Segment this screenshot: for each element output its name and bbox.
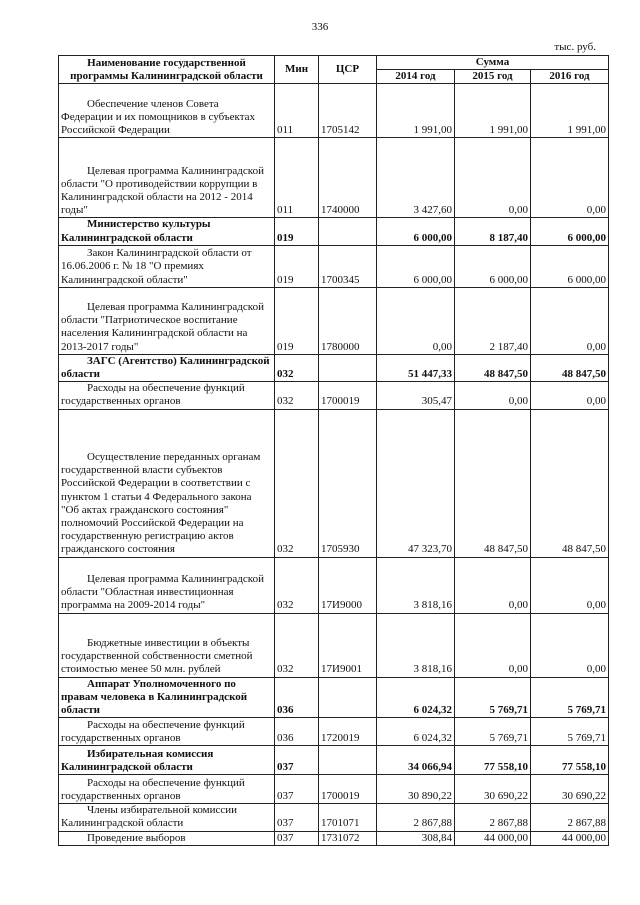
row-2015: 2 187,40 bbox=[455, 287, 531, 354]
row-csr: 17И9000 bbox=[319, 557, 377, 613]
row-name-text: Избирательная комиссия Калининградской области bbox=[61, 747, 214, 774]
table-row bbox=[59, 218, 609, 245]
row-name bbox=[59, 804, 275, 831]
row-2016: 2 867,88 bbox=[531, 804, 609, 831]
table-row bbox=[59, 382, 609, 409]
row-2015: 1 991,00 bbox=[455, 84, 531, 138]
header-name: Наименование государственной программы Калининградской области bbox=[59, 56, 275, 84]
row-csr bbox=[319, 677, 377, 718]
row-2015: 48 847,50 bbox=[455, 354, 531, 381]
row-2014: 1 991,00 bbox=[377, 84, 455, 138]
row-csr: 1700019 bbox=[319, 775, 377, 804]
row-2014: 3 818,16 bbox=[377, 557, 455, 613]
row-min: 032 bbox=[275, 613, 319, 677]
row-min: 032 bbox=[275, 382, 319, 409]
row-2016: 44 000,00 bbox=[531, 831, 609, 845]
table-row bbox=[59, 804, 609, 831]
row-csr bbox=[319, 218, 377, 245]
table-row bbox=[59, 138, 609, 218]
row-2014: 47 323,70 bbox=[377, 409, 455, 557]
row-2014: 3 427,60 bbox=[377, 138, 455, 218]
row-csr: 1705930 bbox=[319, 409, 377, 557]
row-2014: 30 890,22 bbox=[377, 775, 455, 804]
table-row bbox=[59, 831, 609, 845]
row-2015: 44 000,00 bbox=[455, 831, 531, 845]
row-name-text: Расходы на обеспечение функций государственных органов bbox=[61, 718, 245, 745]
row-name-text: Целевая программа Калининградской области "Патриотическое воспитание населения Калининградской области на 2013-2017 годы" bbox=[61, 301, 264, 353]
row-2014: 6 000,00 bbox=[377, 245, 455, 287]
row-2014: 2 867,88 bbox=[377, 804, 455, 831]
row-min: 032 bbox=[275, 354, 319, 381]
row-2014: 6 024,32 bbox=[377, 718, 455, 746]
row-2015: 0,00 bbox=[455, 138, 531, 218]
row-name-text: Бюджетные инвестиции в объекты государственной собственности сметной стоимостью менее 50 млн. рублей bbox=[61, 637, 253, 676]
row-csr: 1731072 bbox=[319, 831, 377, 845]
table-row bbox=[59, 245, 609, 287]
table-row bbox=[59, 287, 609, 354]
table-row bbox=[59, 746, 609, 775]
row-2014: 305,47 bbox=[377, 382, 455, 409]
row-min: 037 bbox=[275, 746, 319, 775]
row-name-text: Расходы на обеспечение функций государственных органов bbox=[61, 776, 245, 803]
row-csr: 17И9001 bbox=[319, 613, 377, 677]
header-csr: ЦСР bbox=[319, 56, 377, 84]
row-2015: 48 847,50 bbox=[455, 409, 531, 557]
row-csr: 1700019 bbox=[319, 382, 377, 409]
row-name-text: Члены избирательной комиссии Калининградской области bbox=[61, 804, 238, 830]
row-min: 037 bbox=[275, 775, 319, 804]
row-min: 032 bbox=[275, 557, 319, 613]
table-row bbox=[59, 775, 609, 804]
row-2015: 77 558,10 bbox=[455, 746, 531, 775]
row-2016: 5 769,71 bbox=[531, 677, 609, 718]
row-name bbox=[59, 746, 275, 775]
row-name-text: Закон Калининградской области от 16.06.2006 г. № 18 "О премиях Калининградской области" bbox=[61, 247, 252, 286]
row-name-text: Расходы на обеспечение функций государственных органов bbox=[61, 382, 245, 408]
table-row bbox=[59, 409, 609, 557]
header-2014: 2014 год bbox=[377, 70, 455, 84]
units-label: тыс. руб. bbox=[554, 41, 596, 53]
row-name bbox=[59, 382, 275, 409]
table-row bbox=[59, 677, 609, 718]
table-body bbox=[59, 84, 609, 845]
row-csr: 1740000 bbox=[319, 138, 377, 218]
row-min: 019 bbox=[275, 218, 319, 245]
row-name bbox=[59, 677, 275, 718]
row-2014: 6 000,00 bbox=[377, 218, 455, 245]
header-sum: Сумма bbox=[377, 56, 609, 70]
row-name bbox=[59, 84, 275, 138]
row-name bbox=[59, 287, 275, 354]
row-2015: 0,00 bbox=[455, 557, 531, 613]
table-row bbox=[59, 613, 609, 677]
row-2015: 8 187,40 bbox=[455, 218, 531, 245]
row-2015: 5 769,71 bbox=[455, 677, 531, 718]
row-2015: 6 000,00 bbox=[455, 245, 531, 287]
row-2014: 6 024,32 bbox=[377, 677, 455, 718]
row-2016: 48 847,50 bbox=[531, 354, 609, 381]
row-2014: 3 818,16 bbox=[377, 613, 455, 677]
row-2016: 6 000,00 bbox=[531, 245, 609, 287]
row-2015: 0,00 bbox=[455, 613, 531, 677]
row-min: 032 bbox=[275, 409, 319, 557]
row-csr: 1720019 bbox=[319, 718, 377, 746]
row-name-text: Обеспечение членов Совета Федерации и их помощников в субъектах Российской Федерации bbox=[61, 97, 256, 137]
row-2014: 308,84 bbox=[377, 831, 455, 845]
header-2015: 2015 год bbox=[455, 70, 531, 84]
row-min: 037 bbox=[275, 804, 319, 831]
row-name bbox=[59, 218, 275, 245]
row-name bbox=[59, 613, 275, 677]
row-name bbox=[59, 409, 275, 557]
row-2016: 6 000,00 bbox=[531, 218, 609, 245]
row-name bbox=[59, 775, 275, 804]
row-csr: 1701071 bbox=[319, 804, 377, 831]
table-row bbox=[59, 557, 609, 613]
table-row bbox=[59, 84, 609, 138]
page-number: 336 bbox=[311, 21, 329, 33]
row-2016: 0,00 bbox=[531, 557, 609, 613]
row-2016: 1 991,00 bbox=[531, 84, 609, 138]
row-2015: 2 867,88 bbox=[455, 804, 531, 831]
row-min: 019 bbox=[275, 245, 319, 287]
header-min: Мин bbox=[275, 56, 319, 84]
row-2016: 5 769,71 bbox=[531, 718, 609, 746]
row-min: 036 bbox=[275, 718, 319, 746]
row-name-text: Аппарат Уполномоченного по правам человека в Калининградской области bbox=[61, 677, 248, 717]
row-2015: 0,00 bbox=[455, 382, 531, 409]
row-2016: 0,00 bbox=[531, 613, 609, 677]
row-min: 011 bbox=[275, 84, 319, 138]
row-2014: 0,00 bbox=[377, 287, 455, 354]
row-name-text: Целевая программа Калининградской области "Областная инвестиционная программа на 2009-2014 годы" bbox=[61, 573, 264, 612]
table-row bbox=[59, 718, 609, 746]
row-2016: 0,00 bbox=[531, 382, 609, 409]
row-name-text: Осуществление переданных органам государственной власти субъектов Российской Федерации в соответствии с пунктом 1 статьи 4 Федерального закона "Об актах гражданского состояния" полномочий Российской Федерации на государственную регистрацию актов гражданского состояния bbox=[61, 451, 261, 556]
row-2016: 77 558,10 bbox=[531, 746, 609, 775]
row-2015: 5 769,71 bbox=[455, 718, 531, 746]
row-min: 037 bbox=[275, 831, 319, 845]
row-2016: 48 847,50 bbox=[531, 409, 609, 557]
header-2016: 2016 год bbox=[531, 70, 609, 84]
budget-table bbox=[58, 55, 609, 846]
row-csr: 1780000 bbox=[319, 287, 377, 354]
row-csr: 1700345 bbox=[319, 245, 377, 287]
row-2016: 30 690,22 bbox=[531, 775, 609, 804]
row-name-text: Министерство культуры Калининградской области bbox=[61, 218, 211, 244]
row-2014: 34 066,94 bbox=[377, 746, 455, 775]
row-min: 036 bbox=[275, 677, 319, 718]
row-name bbox=[59, 831, 275, 845]
row-name bbox=[59, 138, 275, 218]
row-name-text: Целевая программа Калининградской области "О противодействии коррупции в Калининградской области на 2012 - 2014 годы" bbox=[61, 164, 264, 217]
row-name bbox=[59, 718, 275, 746]
row-2016: 0,00 bbox=[531, 287, 609, 354]
row-min: 019 bbox=[275, 287, 319, 354]
row-name bbox=[59, 245, 275, 287]
row-2014: 51 447,33 bbox=[377, 354, 455, 381]
row-2016: 0,00 bbox=[531, 138, 609, 218]
table-row bbox=[59, 354, 609, 381]
row-csr: 1705142 bbox=[319, 84, 377, 138]
row-name bbox=[59, 354, 275, 381]
row-name bbox=[59, 557, 275, 613]
row-csr bbox=[319, 746, 377, 775]
row-2015: 30 690,22 bbox=[455, 775, 531, 804]
row-name-text: ЗАГС (Агентство) Калининградской области bbox=[61, 354, 270, 381]
row-name-text: Проведение выборов bbox=[87, 831, 186, 844]
row-csr bbox=[319, 354, 377, 381]
row-min: 011 bbox=[275, 138, 319, 218]
